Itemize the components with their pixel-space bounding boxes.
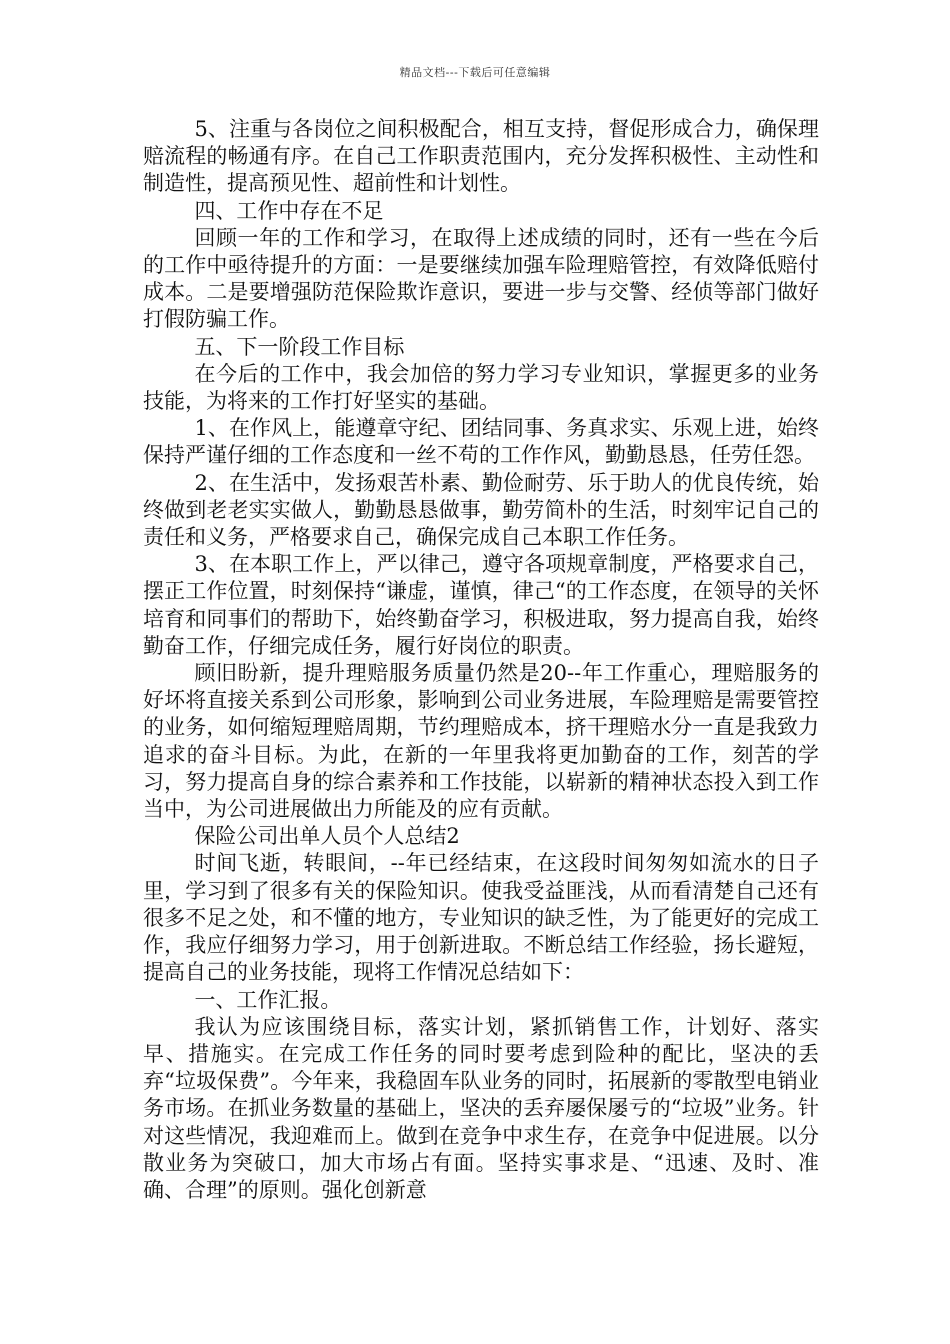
document-body bbox=[143, 116, 819, 1204]
paragraph-cooperation: 5、注重与各岗位之间积极配合，相互支持，督促形成合力，确保理赔流程的畅通有序。在自己工作职责范围内，充分发挥积极性、主动性和制造性，提高预见性、超前性和计划性。 bbox=[143, 117, 819, 196]
paragraph-future-study: 在今后的工作中，我会加倍的努力学习专业知识，掌握更多的业务技能，为将来的工作打好坚实的基础。 bbox=[143, 361, 819, 414]
paragraph-work-report: 我认为应该围绕目标，落实计划，紧抓销售工作，计划好、落实早、措施实。在完成工作任务的同时要考虑到险种的配比，坚决的丢弃“垃圾保费”。今年来，我稳固车队业务的同时，拓展新的零散型电销业务市场。在抓业务数量的基础上，坚决的丢弃屡保屡亏的“垃圾”业务。针对这些情况，我迎难而上。做到在竞争中求生存，在竞争中促进展。以分散业务为突破口，加大市场占有面。坚持实事求是、“迅速、及时、准确、合理”的原则。强化创新意 bbox=[143, 1014, 819, 1202]
section-heading-shortcomings: 四、工作中存在不足 bbox=[194, 198, 384, 223]
paragraph-work-style: 1、在作风上，能遵章守纪、团结同事、务真求实、乐观上进，始终保持严谨仔细的工作态度和一丝不苟的工作作风，勤勤恳恳，任劳任怨。 bbox=[143, 416, 819, 468]
paragraph-intro-2: 时间飞逝，转眼间，--年已经结束，在这段时间匆匆如流水的日子里，学习到了很多有关的保险知识。使我受益匪浅，从而看清楚自己还有很多不足之处，和不懂的地方，专业知识的缺乏性，为了能更好的完成工作，我应仔细努力学习，用于创新进取。不断总结工作经验，扬长避短，提高自己的业务技能，现将工作情况总结如下： bbox=[143, 851, 819, 985]
paragraph-life: 2、在生活中，发扬艰苦朴素、勤俭耐劳、乐于助人的优良传统，始终做到老老实实做人，勤勤恳恳做事，勤劳简朴的生活，时刻牢记自己的责任和义务，严格要求自己，确保完成自己本职工作任务。 bbox=[143, 470, 819, 550]
page-header: 精品文档---下载后可任意编辑 bbox=[399, 66, 551, 79]
section-heading-next-goals: 五、下一阶段工作目标 bbox=[194, 334, 405, 359]
paragraph-duty: 3、在本职工作上，严以律己，遵守各项规章制度，严格要求自己，摆正工作位置，时刻保持“谦虚，谨慎，律己“的工作态度，在领导的关怀培育和同事们的帮助下，始终勤奋学习，积极进取，努力提高自我，始终勤奋工作，仔细完成任务，履行好岗位的职责。 bbox=[143, 552, 819, 658]
paragraph-outlook: 顾旧盼新，提升理赔服务质量仍然是20--年工作重心，理赔服务的好坏将直接关系到公司形象，影响到公司业务进展，车险理赔是需要管控的业务，如何缩短理赔周期，节约理赔成本，挤干理赔水分一直是我致力追求的奋斗目标。为此，在新的一年里我将更加勤奋的工作，刻苦的学习，努力提高自身的综合素养和工作技能，以崭新的精神状态投入到工作当中，为公司进展做出力所能及的应有贡献。 bbox=[143, 661, 819, 822]
document-subtitle: 保险公司出单人员个人总结2 bbox=[194, 824, 460, 849]
section-heading-work-report: 一、工作汇报。 bbox=[194, 987, 342, 1012]
paragraph-review: 回顾一年的工作和学习，在取得上述成绩的同时，还有一些在今后的工作中亟待提升的方面：一是要继续加强车险理赔管控，有效降低赔付成本。二是要增强防范保险欺诈意识，要进一步与交警、经侦等部门做好打假防骗工作。 bbox=[143, 225, 819, 332]
